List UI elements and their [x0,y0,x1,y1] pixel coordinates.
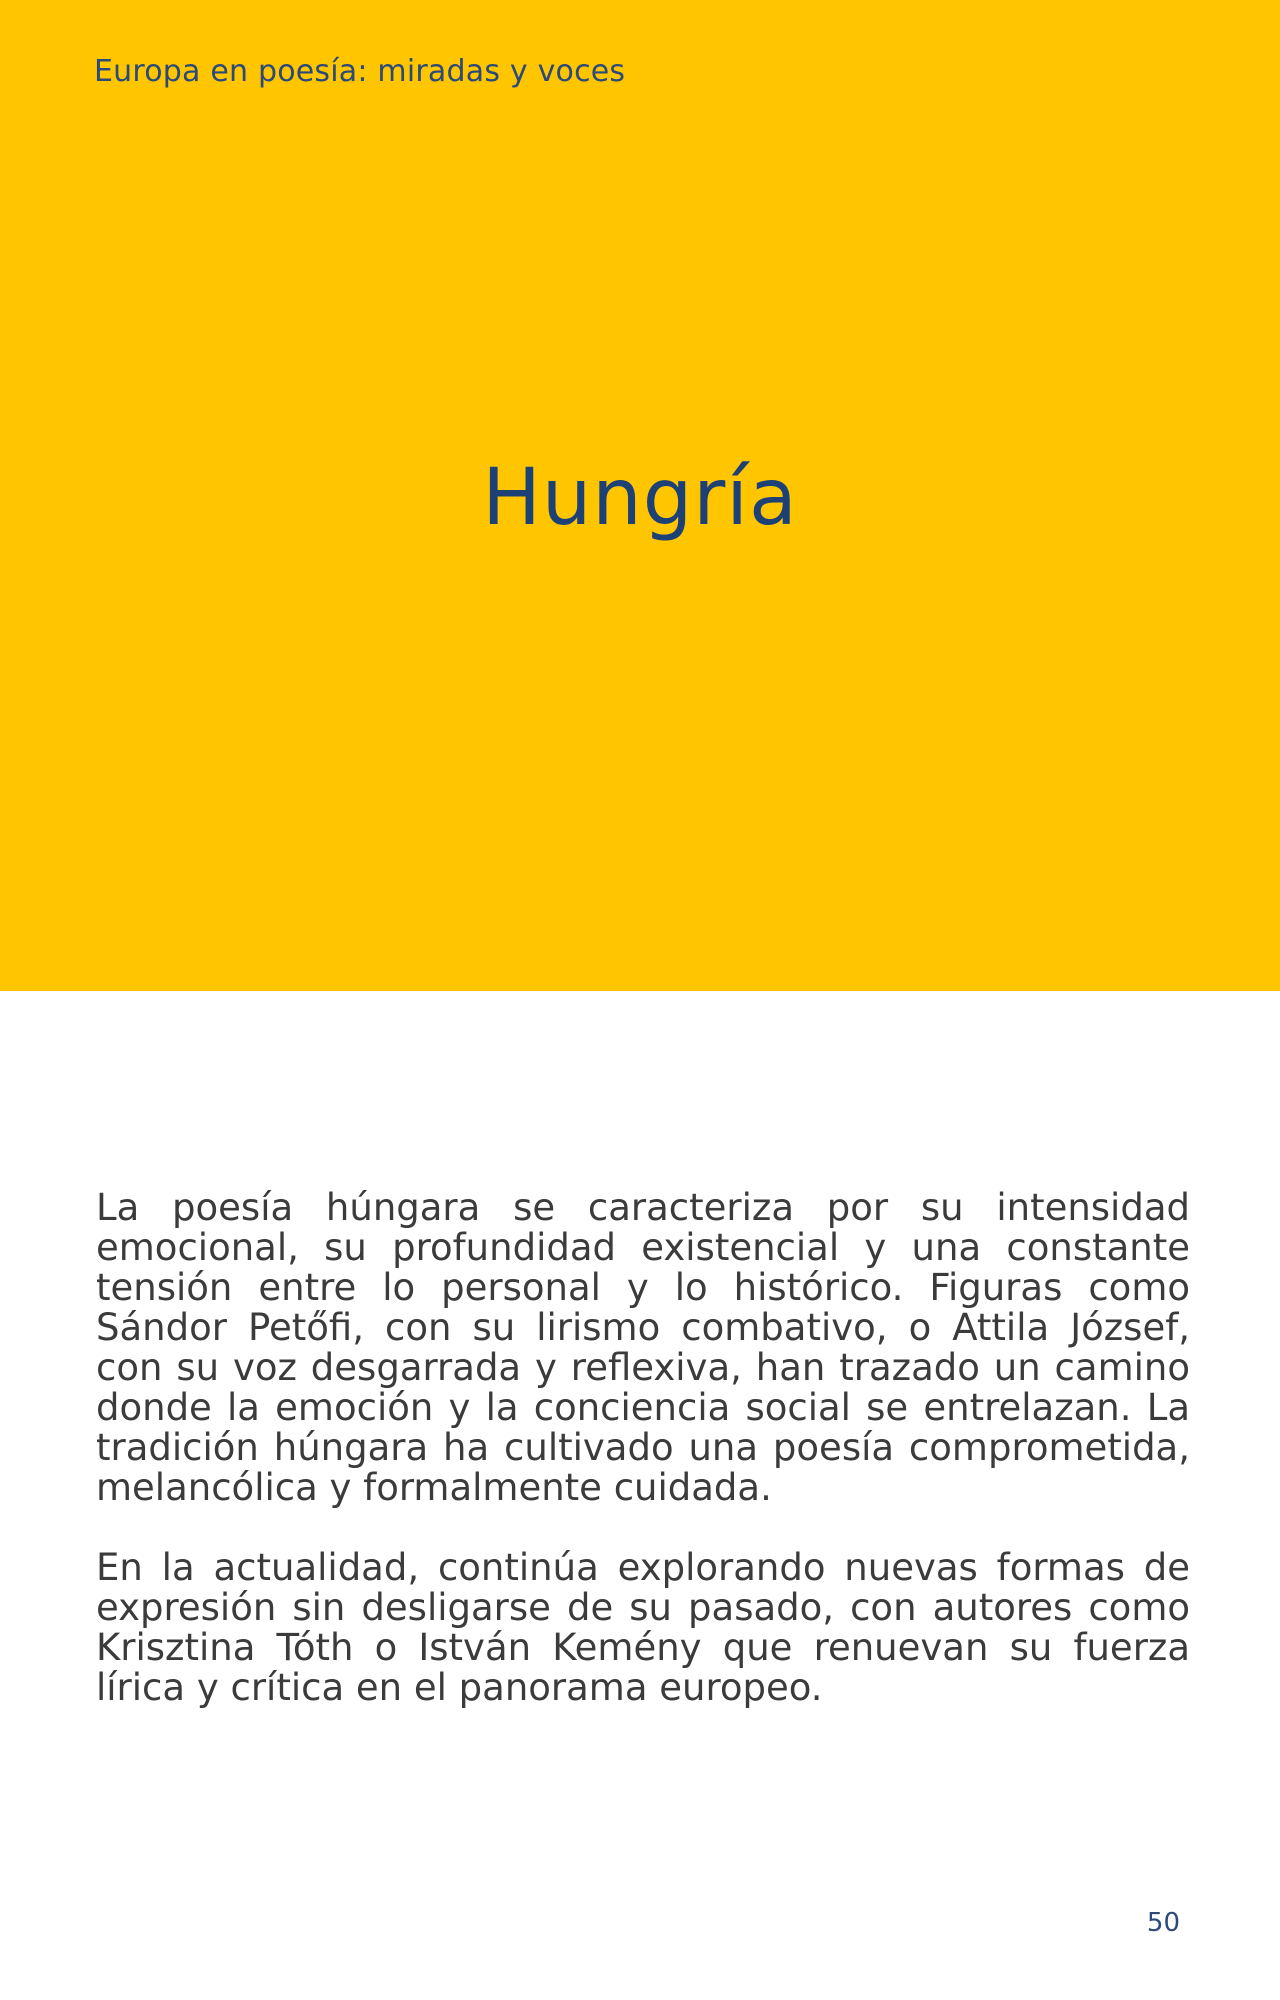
running-header: Europa en poesía: miradas y voces [94,54,626,89]
paragraph: En la actualidad, continúa explorando nuevas formas de expresión sin desligarse de su pasado, con autores como Krisztina Tóth o István Kemény que renuevan su fuerza lírica y crítica en el panorama europeo. [96,1546,1190,1709]
paragraph: La poesía húngara se caracteriza por su intensidad emocional, su profundidad existencial y una constante tensión entre lo personal y lo histórico. Figuras como Sándor Petőfi, con su lirismo combativo, o Attila József, con su voz desgarrada y reflexiva, han trazado un camino donde la emoción y la conciencia social se entrelazan. La tradición húngara ha cultivado una poesía comprometida, melancólica y formalmente cuidada. [96,1186,1190,1509]
chapter-title: Hungría [482,453,798,543]
body-text [96,1188,1190,1748]
title-banner [0,0,1280,991]
page-number: 50 [1146,1908,1180,1938]
